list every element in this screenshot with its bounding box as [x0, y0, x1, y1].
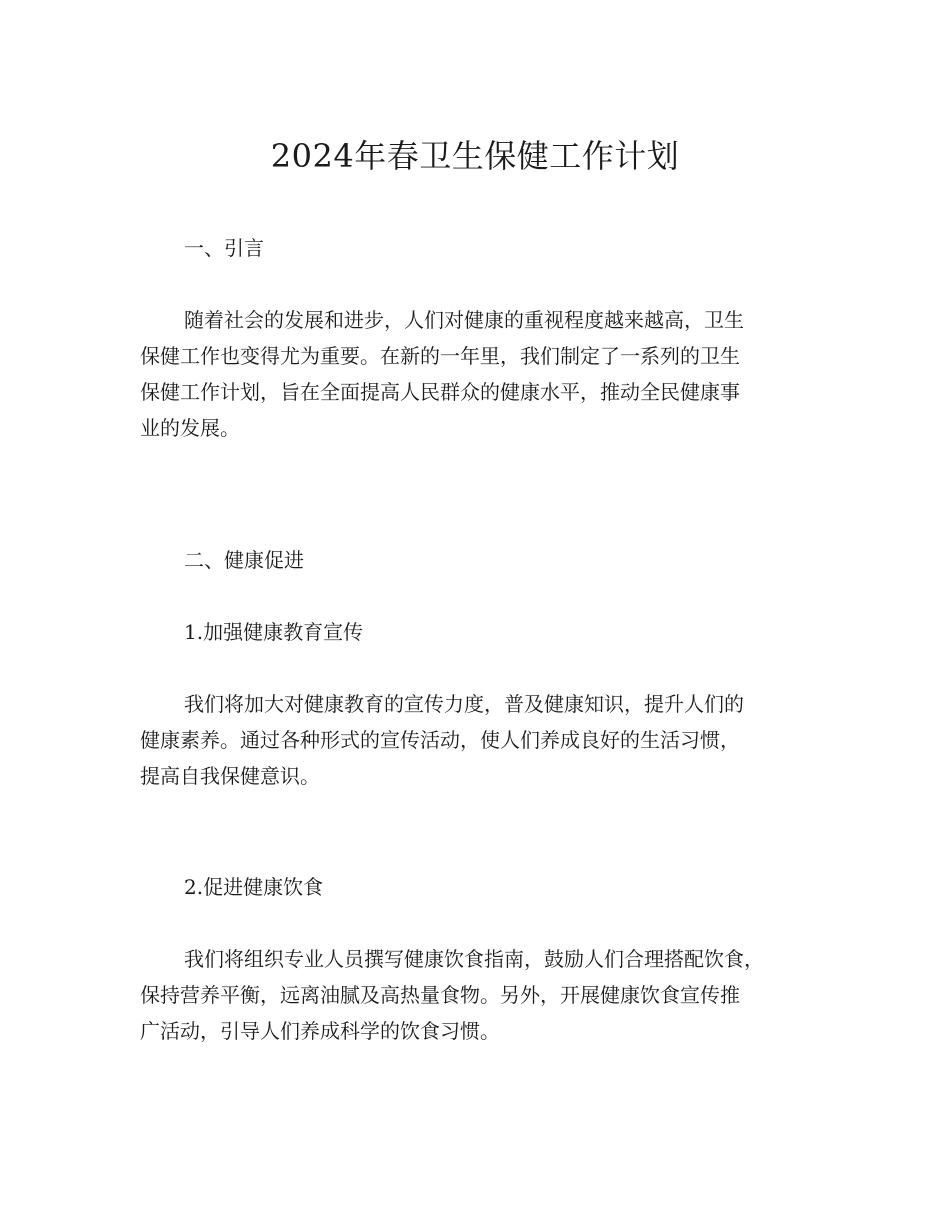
paragraph-line: 健康素养。通过各种形式的宣传活动，使人们养成良好的生活习惯，: [140, 728, 740, 752]
paragraph-line: 保健工作也变得尤为重要。在新的一年里，我们制定了一系列的卫生: [140, 344, 740, 368]
paragraph-line: 广活动，引导人们养成科学的饮食习惯。: [140, 1019, 500, 1043]
section-heading-introduction: 一、引言: [184, 236, 264, 260]
paragraph-line: 保持营养平衡，远离油腻及高热量食物。另外，开展健康饮食宣传推: [140, 983, 740, 1007]
paragraph-line: 提高自我保健意识。: [140, 764, 320, 788]
section-heading-health-promotion: 二、健康促进: [184, 548, 304, 572]
paragraph-healthy-diet: [140, 941, 830, 1049]
subsection-heading-healthy-diet: 2.促进健康饮食: [184, 875, 324, 899]
paragraph-health-education: [140, 686, 830, 794]
paragraph-introduction: [140, 302, 830, 446]
paragraph-line: 保健工作计划，旨在全面提高人民群众的健康水平，推动全民健康事: [140, 380, 740, 404]
paragraph-line: 业的发展。: [140, 416, 240, 440]
paragraph-line: 随着社会的发展和进步，人们对健康的重视程度越来越高，卫生: [184, 308, 744, 332]
document-title: 2024年春卫生保健工作计划: [270, 137, 680, 175]
paragraph-line: 我们将加大对健康教育的宣传力度，普及健康知识，提升人们的: [184, 692, 744, 716]
paragraph-line: 我们将组织专业人员撰写健康饮食指南，鼓励人们合理搭配饮食，: [184, 947, 764, 971]
subsection-heading-health-education: 1.加强健康教育宣传: [184, 620, 364, 644]
